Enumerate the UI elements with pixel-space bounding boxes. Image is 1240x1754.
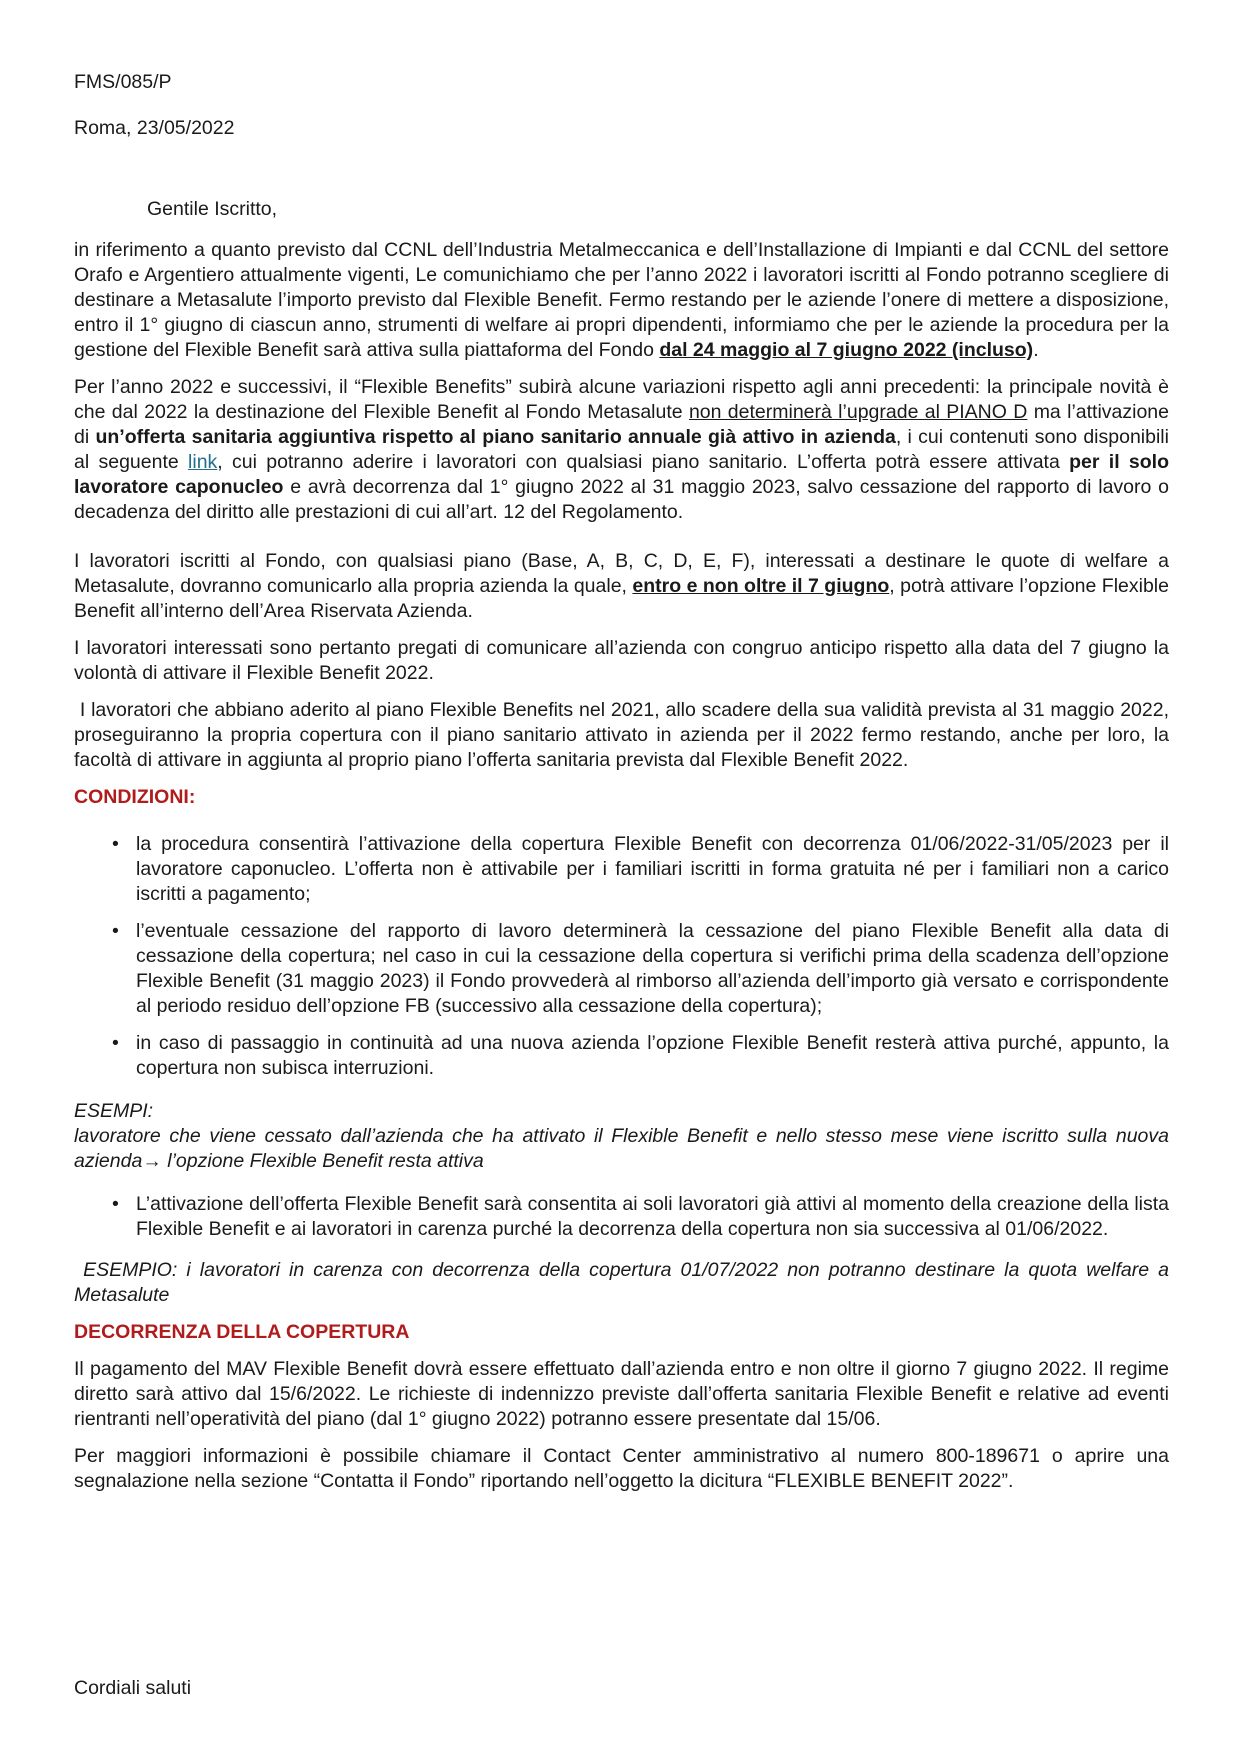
bullet-icon: • xyxy=(112,833,119,855)
conditions-heading: CONDIZIONI: xyxy=(74,786,196,808)
intro-text: in riferimento a quanto previsto dal CCNL dell’Industria Metalmeccanica e dell’Installazione di Impianti e dal CCNL del settore Orafo e Argentiero attualmente vigenti, Le comunichiamo che per l’anno 2022 i lavoratori iscritti al Fondo potranno scegliere di destinare a Metasalute l’importo previsto dal Flexible Benefit. Fermo restando per le aziende l’onere di mettere a disposizione, entro il 1° giugno di ciascun anno, strumenti di welfare ai propri dipendenti, informiamo che per le aziende la procedura per la gestione del Flexible Benefit sarà attiva sulla piattaforma del Fondo xyxy=(74,239,1169,361)
example-paragraph: ESEMPIO: i lavoratori in carenza con decorrenza della copertura 01/07/2022 non potranno destinare la quota welfare a Metasalute xyxy=(74,1259,1175,1306)
bullet-icon: • xyxy=(112,1193,119,1215)
reference-code: FMS/085/P xyxy=(74,71,172,93)
examples-text-1: lavoratore che viene cessato dall’azienda che ha attivato il Flexible Benefit e nello stesso mese viene iscritto sulla nuova azienda xyxy=(74,1125,1169,1172)
workers-deadline: entro e non oltre il 7 giugno xyxy=(632,575,890,597)
variations-text-1: Per l’anno 2022 e successivi, il “Flexible Benefits” subirà alcune variazioni rispetto agli anni precedenti: la principale novità è che dal 2022 la destinazione del Flexible Benefit al Fondo Metasalute xyxy=(74,376,1169,423)
conditions-list xyxy=(74,832,1169,1081)
workers-paragraph xyxy=(74,549,1169,624)
letter-body xyxy=(74,238,1175,1494)
intro-period: dal 24 maggio al 7 giugno 2022 (incluso) xyxy=(659,339,1034,361)
coverage-paragraph: Il pagamento del MAV Flexible Benefit dovrà essere effettuato dall’azienda entro e non oltre il giorno 7 giugno 2022. Il regime diretto sarà attivo dal 15/6/2022. Le richieste di indennizzo previste dall’offerta sanitaria Flexible Benefit e relative ad eventi rientranti nell’operatività del piano (dal 1° giugno 2022) potranno essere presentate dal 15/06. xyxy=(74,1358,1169,1430)
variations-paragraph xyxy=(74,375,1169,525)
examples-heading: ESEMPI: xyxy=(74,1100,154,1122)
list-item-text: L’attivazione dell’offerta Flexible Benefit sarà consentita ai soli lavoratori già attivi al momento della creazione della lista Flexible Benefit e ai lavoratori in carenza purché la decorrenza della copertura non sia successiva al 01/06/2022. xyxy=(136,1193,1169,1240)
variations-underlined: non determinerà l’upgrade al PIANO D xyxy=(688,401,1028,423)
examples-text-2: l’opzione Flexible Benefit resta attiva xyxy=(161,1150,484,1172)
examples-list xyxy=(74,1192,1169,1242)
list-item xyxy=(112,1031,1169,1081)
variations-text-5: e avrà decorrenza dal 1° giugno 2022 al 31 maggio 2023, salvo cessazione del rapporto di lavoro o decadenza del diritto alle prestazioni di cui all’art. 12 del Regolamento. xyxy=(74,476,1169,523)
offer-link[interactable]: link xyxy=(188,451,218,473)
bullet-icon: • xyxy=(112,920,119,942)
list-item-text: l’eventuale cessazione del rapporto di lavoro determinerà la cessazione del piano Flexible Benefit alla data di cessazione della copertura; nel caso in cui la cessazione della copertura si verifichi prima della scadenza dell’opzione Flexible Benefit (31 maggio 2023) il Fondo provvederà al rimborso all’azienda dell’importo già versato e corrispondente al periodo residuo dell’opzione FB (successivo alla cessazione della copertura); xyxy=(136,920,1169,1017)
variations-text-4: , cui potranno aderire i lavoratori con qualsiasi piano sanitario. L’offerta potrà essere attivata xyxy=(217,451,1070,473)
list-item xyxy=(112,832,1169,907)
examples-text xyxy=(74,1124,1169,1174)
variations-text-2: ma l’attivazione di xyxy=(74,401,1169,448)
variations-bold-2: per il solo lavoratore caponucleo xyxy=(74,451,1169,498)
list-item xyxy=(112,919,1169,1019)
closing-salutation: Cordiali saluti xyxy=(74,1677,192,1699)
greeting: Gentile Iscritto, xyxy=(147,198,278,220)
arrow-right-icon: → xyxy=(142,1150,162,1172)
list-item-text: la procedura consentirà l’attivazione della copertura Flexible Benefit con decorrenza 01/06/2022-31/05/2023 per il lavoratore caponucleo. L’offerta non è attivabile per i familiari iscritti in forma gratuita né per i familiari non a carico iscritti a pagamento; xyxy=(136,833,1169,905)
list-item-text: in caso di passaggio in continuità ad una nuova azienda l’opzione Flexible Benefit resterà attiva purché, appunto, la copertura non subisca interruzioni. xyxy=(136,1032,1169,1079)
intro-end: . xyxy=(1033,339,1039,361)
intro-paragraph xyxy=(74,238,1169,363)
place-date: Roma, 23/05/2022 xyxy=(74,117,235,139)
bullet-icon: • xyxy=(112,1032,119,1054)
info-paragraph: Per maggiori informazioni è possibile chiamare il Contact Center amministrativo al numero 800-189671 o aprire una segnalazione nella sezione “Contatta il Fondo” riportando nell’oggetto la dicitura “FLEXIBLE BENEFIT 2022”. xyxy=(74,1445,1169,1492)
coverage-heading: DECORRENZA DELLA COPERTURA xyxy=(74,1321,410,1343)
workers-text-2: , potrà attivare l’opzione Flexible Benefit all’interno dell’Area Riservata Azienda. xyxy=(74,575,1169,622)
list-item xyxy=(112,1192,1169,1242)
workers-text-1: I lavoratori iscritti al Fondo, con qualsiasi piano (Base, A, B, C, D, E, F), interessati a destinare le quote di welfare a Metasalute, dovranno comunicarlo alla propria azienda la quale, xyxy=(74,550,1169,597)
interested-paragraph: I lavoratori interessati sono pertanto pregati di comunicare all’azienda con congruo anticipo rispetto alla data del 7 giugno la volontà di attivare il Flexible Benefit 2022. xyxy=(74,637,1169,684)
variations-text-3: , i cui contenuti sono disponibili al seguente xyxy=(74,426,1169,473)
previous-paragraph: I lavoratori che abbiano aderito al piano Flexible Benefits nel 2021, allo scadere della sua validità prevista al 31 maggio 2022, proseguiranno la propria copertura con il piano sanitario attivato in azienda per il 2022 fermo restando, anche per loro, la facoltà di attivare in aggiunta al proprio piano l’offerta sanitaria prevista dal Flexible Benefit 2022. xyxy=(74,699,1175,771)
variations-bold-1: un’offerta sanitaria aggiuntiva rispetto al piano sanitario annuale già attivo in azienda xyxy=(95,426,896,448)
